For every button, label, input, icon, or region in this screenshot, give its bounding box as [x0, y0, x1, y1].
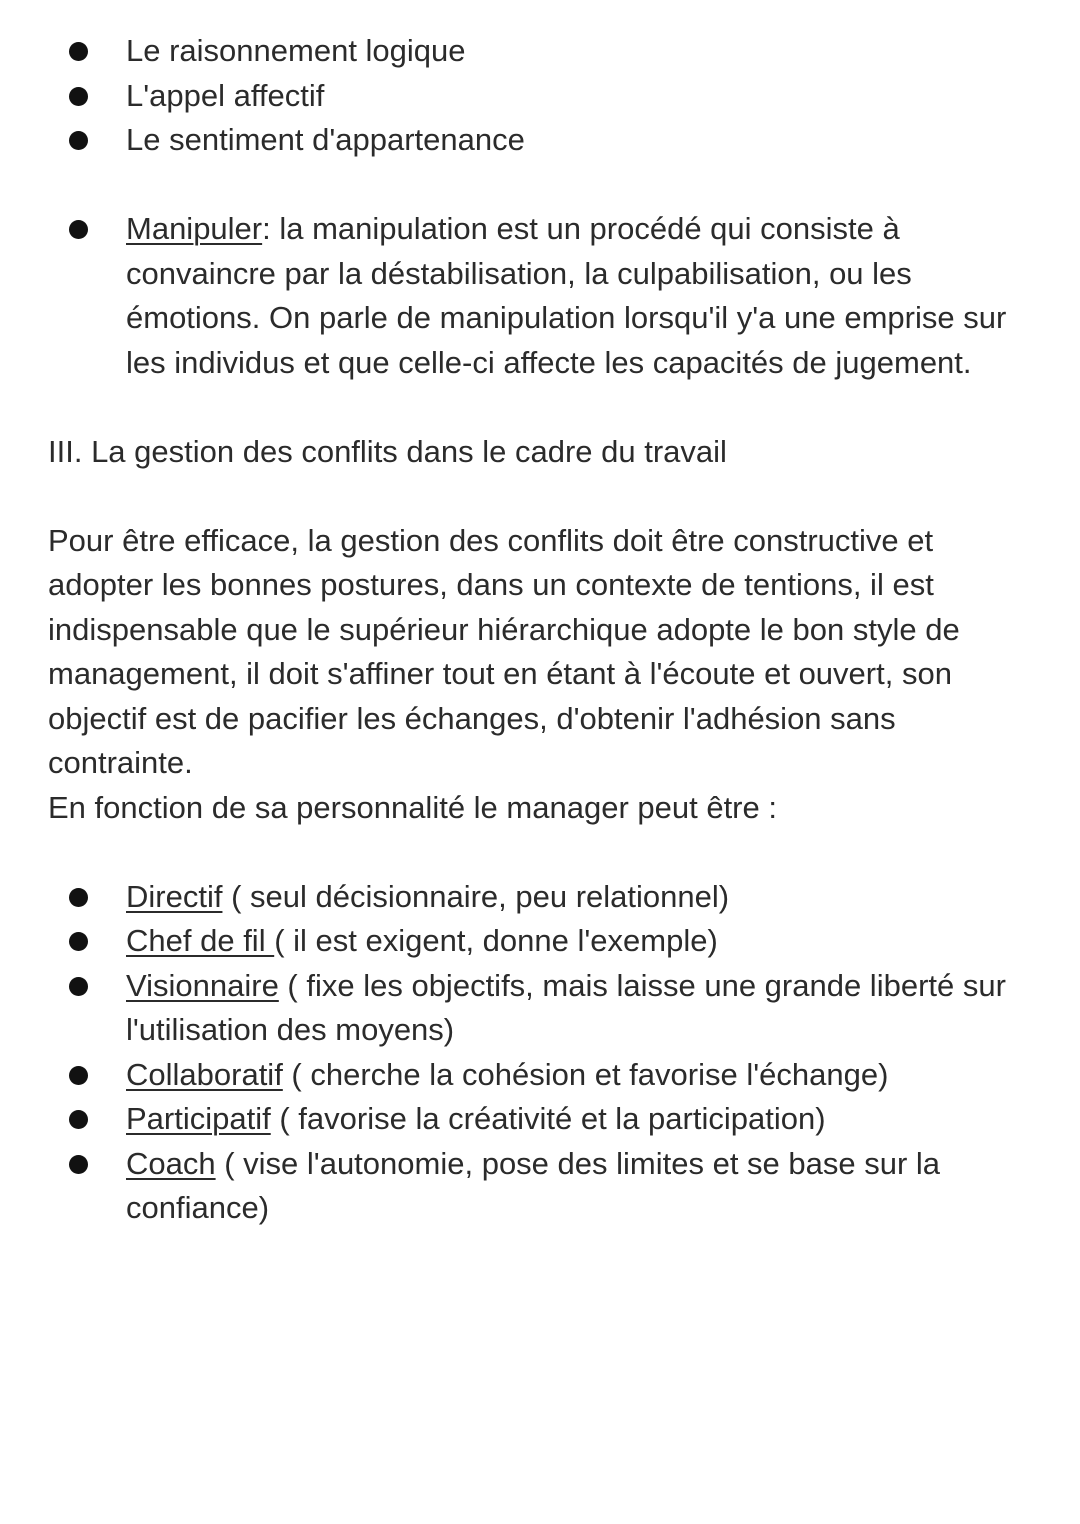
- section-heading: III. La gestion des conflits dans le cadre du travail: [48, 433, 727, 469]
- bullet-icon: [69, 1110, 88, 1129]
- list-item: [0, 1097, 1080, 1142]
- bullet-icon: [69, 1066, 88, 1085]
- intro-text: En fonction de sa personnalité le manager peut être :: [48, 789, 777, 825]
- term-label: Manipuler: [126, 211, 263, 246]
- body-paragraph: Pour être efficace, la gestion des conflits doit être constructive et adopter les bonnes postures, dans un contexte de tentions, il est indispensable que le supérieur hiérarchique adopte le bon style de management, il doit s'affiner tout en étant à l'écoute et ouvert, son objectif est de pacifier les échanges, d'obtenir l'adhésion sans contrainte.: [48, 522, 960, 780]
- term-label: Chef de fil: [126, 923, 275, 958]
- list-item: L'appel affectif: [0, 74, 1080, 119]
- bullet-icon: [69, 932, 88, 951]
- bullet-icon: [69, 888, 88, 907]
- list-item-manipuler: [0, 207, 1080, 385]
- persuasion-list: [0, 29, 1080, 163]
- list-item: [0, 875, 1080, 920]
- spacer: [0, 830, 1080, 875]
- term-description: ( il est exigent, donne l'exemple): [274, 923, 718, 958]
- list-item: Le raisonnement logique: [0, 29, 1080, 74]
- manipulation-list: [0, 207, 1080, 385]
- list-item: [0, 964, 1080, 1053]
- list-item: Le sentiment d'appartenance: [0, 118, 1080, 163]
- term-description: ( cherche la cohésion et favorise l'échange): [282, 1056, 889, 1092]
- list-item: [0, 919, 1080, 964]
- list-item: [0, 1053, 1080, 1098]
- term-label: Coach: [126, 1145, 216, 1181]
- term-description: ( vise l'autonomie, pose des limites et se base sur la confiance): [126, 1145, 941, 1225]
- term-label: Collaboratif: [126, 1056, 283, 1092]
- bullet-icon: [69, 87, 88, 106]
- spacer: [0, 163, 1080, 208]
- term-description: ( seul décisionnaire, peu relationnel): [222, 878, 730, 914]
- bullet-icon: [69, 220, 88, 239]
- list-item: [0, 1142, 1080, 1231]
- definition-text: : la manipulation est un procédé qui consiste à convaincre par la déstabilisation, la culpabilisation, ou les émotions. On parle de manipulation lorsqu'il y'a une emprise sur les individus et que celle-ci affecte les capacités de jugement.: [126, 211, 1007, 380]
- term-description: ( favorise la créativité et la participation): [270, 1101, 826, 1136]
- term-label: Directif: [126, 878, 223, 914]
- management-styles-list: [0, 875, 1080, 1231]
- bullet-icon: [69, 1155, 88, 1174]
- bullet-icon: [69, 42, 88, 61]
- term-description: ( fixe les objectifs, mais laisse une grande liberté sur l'utilisation des moyens): [126, 967, 1006, 1047]
- bullet-icon: [69, 131, 88, 150]
- term-label: Visionnaire: [126, 967, 279, 1003]
- bullet-icon: [69, 977, 88, 996]
- spacer: [0, 385, 1080, 430]
- document-page: [0, 29, 1080, 1231]
- term-label: Participatif: [126, 1101, 271, 1136]
- spacer: [0, 474, 1080, 519]
